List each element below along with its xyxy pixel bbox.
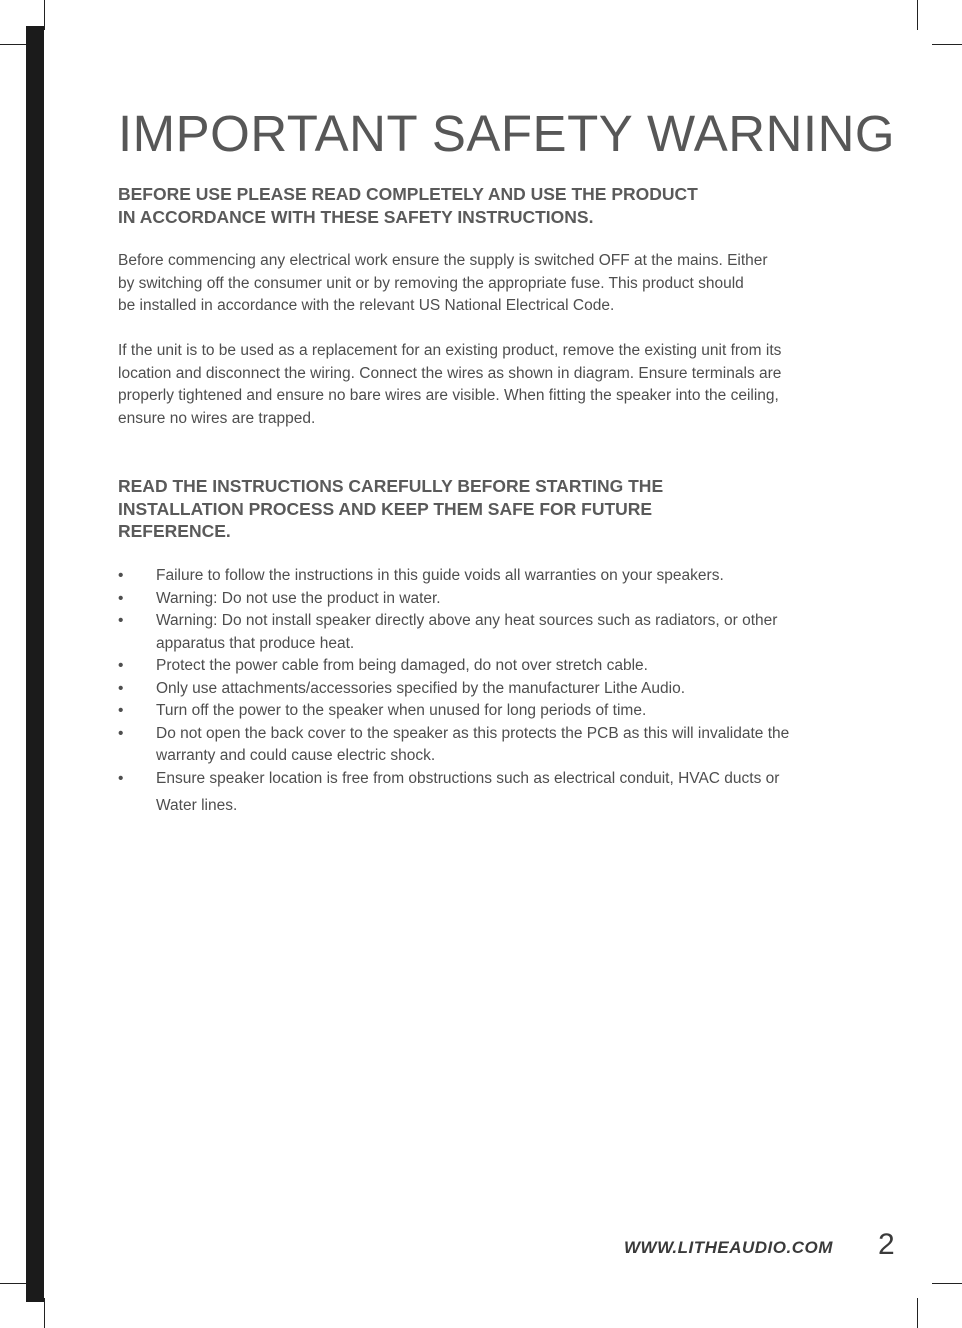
instructions-heading [118, 475, 818, 543]
list-item-text: Do not open the back cover to the speaker as this protects the PCB as this will invalidate the [156, 724, 790, 742]
website-link[interactable]: WWW.LITHEAUDIO.COM [624, 1238, 833, 1257]
crop-mark [932, 44, 962, 45]
list-item [118, 723, 858, 768]
bullet-marker: • [118, 567, 124, 584]
replacement-paragraph [118, 340, 858, 430]
list-item-text: apparatus that produce heat. [156, 634, 355, 652]
list-item [118, 610, 858, 655]
paragraph-line: Before commencing any electrical work ensure the supply is switched OFF at the mains. Either [118, 252, 768, 269]
crop-mark [932, 1283, 962, 1284]
paragraph-line: ensure no wires are trapped. [118, 409, 316, 427]
bullet-marker: • [118, 589, 124, 607]
list-item [118, 678, 858, 701]
paragraph-line: properly tightened and ensure no bare wires are visible. When fitting the speaker into the ceiling, [118, 387, 779, 404]
list-item-text: Warning: Do not use the product in water. [156, 589, 441, 607]
paragraph-line: If the unit is to be used as a replacement for an existing product, remove the existing unit from its [118, 342, 782, 359]
list-item-text: Water lines. [156, 797, 238, 814]
intro-heading [118, 183, 818, 228]
bullet-marker: • [118, 702, 124, 719]
instructions-heading-line: REFERENCE. [118, 521, 231, 541]
crop-mark [44, 0, 45, 30]
list-item-text: Turn off the power to the speaker when unused for long periods of time. [156, 702, 647, 719]
mains-warning-paragraph [118, 250, 858, 318]
bullet-marker: • [118, 769, 124, 787]
list-item [118, 655, 858, 678]
list-item-text: Protect the power cable from being damaged, do not over stretch cable. [156, 657, 648, 674]
list-item-text: Ensure speaker location is free from obstructions such as electrical conduit, HVAC ducts or [156, 769, 780, 787]
page-number: 2 [878, 1228, 895, 1261]
bullet-marker: • [118, 657, 124, 674]
crop-mark [917, 0, 918, 30]
paragraph-line: location and disconnect the wiring. Connect the wires as shown in diagram. Ensure terminals are [118, 364, 782, 382]
instructions-heading-line: INSTALLATION PROCESS AND KEEP THEM SAFE FOR FUTURE [118, 498, 653, 519]
list-item [118, 700, 858, 723]
list-item [118, 588, 858, 611]
paragraph-line: by switching off the consumer unit or by removing the appropriate fuse. This product should [118, 274, 744, 292]
instructions-heading-line: READ THE INSTRUCTIONS CAREFULLY BEFORE STARTING THE [118, 476, 664, 496]
intro-heading-line: IN ACCORDANCE WITH THESE SAFETY INSTRUCTIONS. [118, 206, 594, 227]
crop-mark [0, 44, 26, 45]
bullet-marker: • [118, 679, 124, 697]
safety-instructions-list [118, 565, 858, 818]
list-item [118, 768, 858, 818]
list-item-text: Failure to follow the instructions in this guide voids all warranties on your speakers. [156, 567, 724, 584]
crop-mark [917, 1298, 918, 1328]
crop-mark [44, 1298, 45, 1328]
intro-heading-line: BEFORE USE PLEASE READ COMPLETELY AND USE THE PRODUCT [118, 184, 698, 204]
list-item-text: Only use attachments/accessories specified by the manufacturer Lithe Audio. [156, 679, 686, 697]
bullet-marker: • [118, 724, 124, 742]
list-item-text: warranty and could cause electric shock. [156, 747, 436, 764]
paragraph-line: be installed in accordance with the relevant US National Electrical Code. [118, 297, 615, 314]
list-item [118, 565, 858, 588]
list-item-text: Warning: Do not install speaker directly above any heat sources such as radiators, or other [156, 612, 778, 629]
page-title: IMPORTANT SAFETY WARNING [118, 105, 896, 162]
crop-mark [0, 1283, 26, 1284]
bullet-marker: • [118, 612, 124, 629]
binding-spine [26, 26, 44, 1302]
